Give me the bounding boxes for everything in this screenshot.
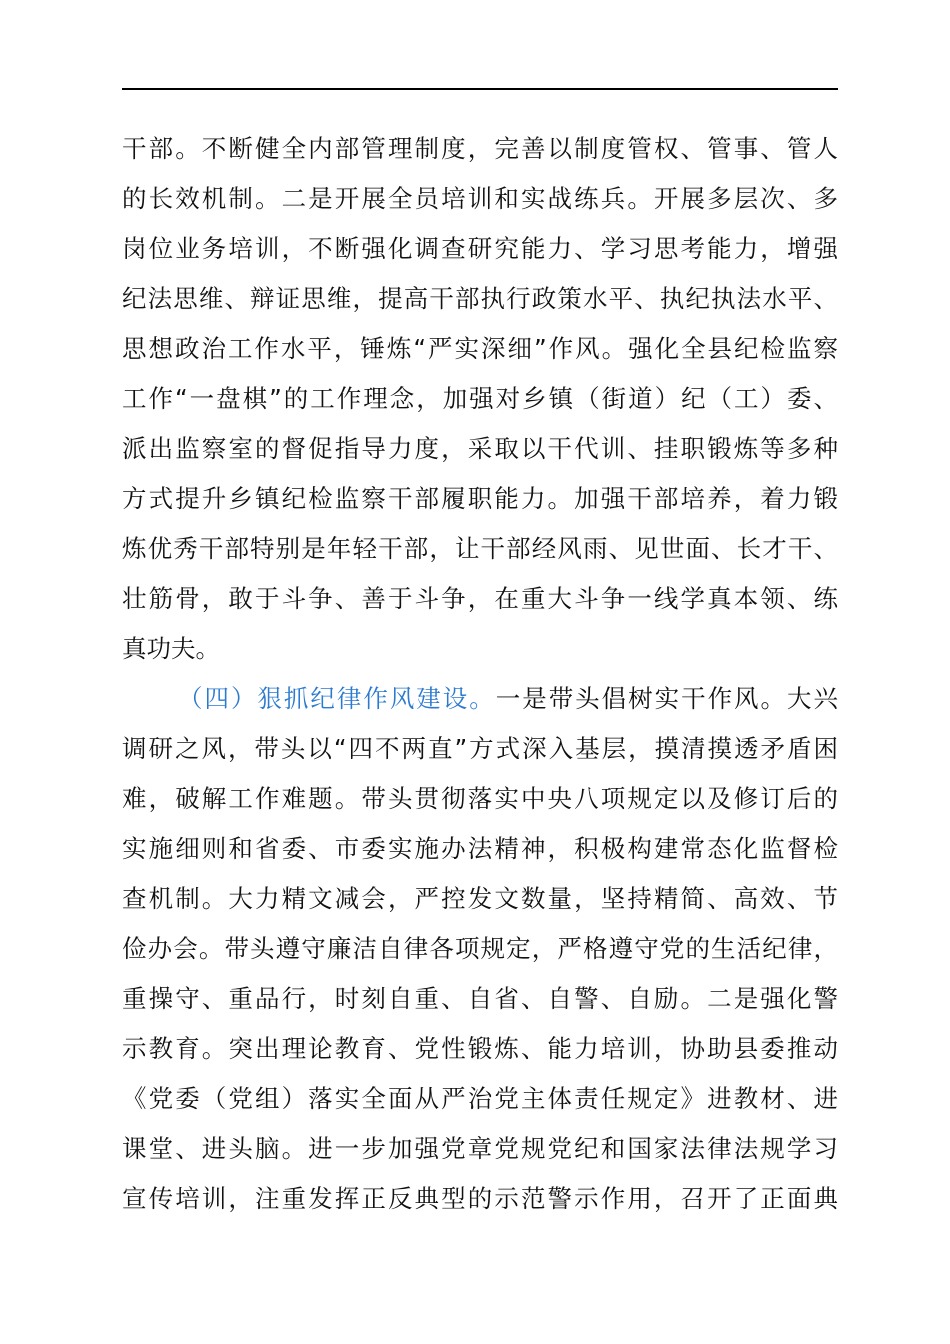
paragraph-line: 难，破解工作难题。带头贯彻落实中央八项规定以及修订后的 bbox=[122, 784, 838, 813]
paragraph-line: 岗位业务培训，不断强化调查研究能力、学习思考能力，增强 bbox=[122, 234, 838, 263]
paragraph-line: 课堂、进头脑。进一步加强党章党规党纪和国家法律法规学习 bbox=[122, 1134, 838, 1163]
paragraph-line: 工作“一盘棋”的工作理念，加强对乡镇（街道）纪（工）委、 bbox=[122, 384, 838, 413]
paragraph-line: 俭办会。带头遵守廉洁自律各项规定，严格遵守党的生活纪律， bbox=[122, 934, 838, 963]
paragraph-line: 的长效机制。二是开展全员培训和实战练兵。开展多层次、多 bbox=[122, 184, 838, 213]
paragraph-line: 纪法思维、辩证思维，提高干部执行政策水平、执纪执法水平、 bbox=[122, 284, 838, 313]
paragraph-line: 思想政治工作水平，锤炼“严实深细”作风。强化全县纪检监察 bbox=[122, 334, 838, 363]
paragraph-line: 《党委（党组）落实全面从严治党主体责任规定》进教材、进 bbox=[122, 1084, 838, 1113]
section-heading: （四）狠抓纪律作风建设。 bbox=[178, 684, 496, 713]
paragraph-line: 派出监察室的督促指导力度，采取以干代训、挂职锻炼等多种 bbox=[122, 434, 838, 463]
paragraph-line: 调研之风，带头以“四不两直”方式深入基层，摸清摸透矛盾困 bbox=[122, 734, 838, 763]
paragraph-line: 炼优秀干部特别是年轻干部，让干部经风雨、见世面、长才干、 bbox=[122, 534, 838, 563]
header-rule bbox=[122, 88, 838, 90]
paragraph-line: 真功夫。 bbox=[122, 634, 220, 663]
section-heading-line bbox=[122, 674, 838, 724]
paragraph-line: 宣传培训，注重发挥正反典型的示范警示作用，召开了正面典 bbox=[122, 1184, 838, 1213]
paragraph-line: 方式提升乡镇纪检监察干部履职能力。加强干部培养，着力锻 bbox=[122, 484, 838, 513]
heading-line-text: 一是带头倡树实干作风。大兴 bbox=[495, 684, 838, 713]
paragraph-line: 重操守、重品行，时刻自重、自省、自警、自励。二是强化警 bbox=[122, 984, 838, 1013]
paragraph-line: 查机制。大力精文减会，严控发文数量，坚持精简、高效、节 bbox=[122, 884, 838, 913]
paragraph-line: 干部。不断健全内部管理制度，完善以制度管权、管事、管人 bbox=[122, 134, 838, 163]
paragraph-line: 示教育。突出理论教育、党性锻炼、能力培训，协助县委推动 bbox=[122, 1034, 838, 1063]
document-body bbox=[122, 124, 838, 1224]
paragraph-line: 壮筋骨，敢于斗争、善于斗争，在重大斗争一线学真本领、练 bbox=[122, 584, 838, 613]
paragraph-line: 实施细则和省委、市委实施办法精神，积极构建常态化监督检 bbox=[122, 834, 838, 863]
